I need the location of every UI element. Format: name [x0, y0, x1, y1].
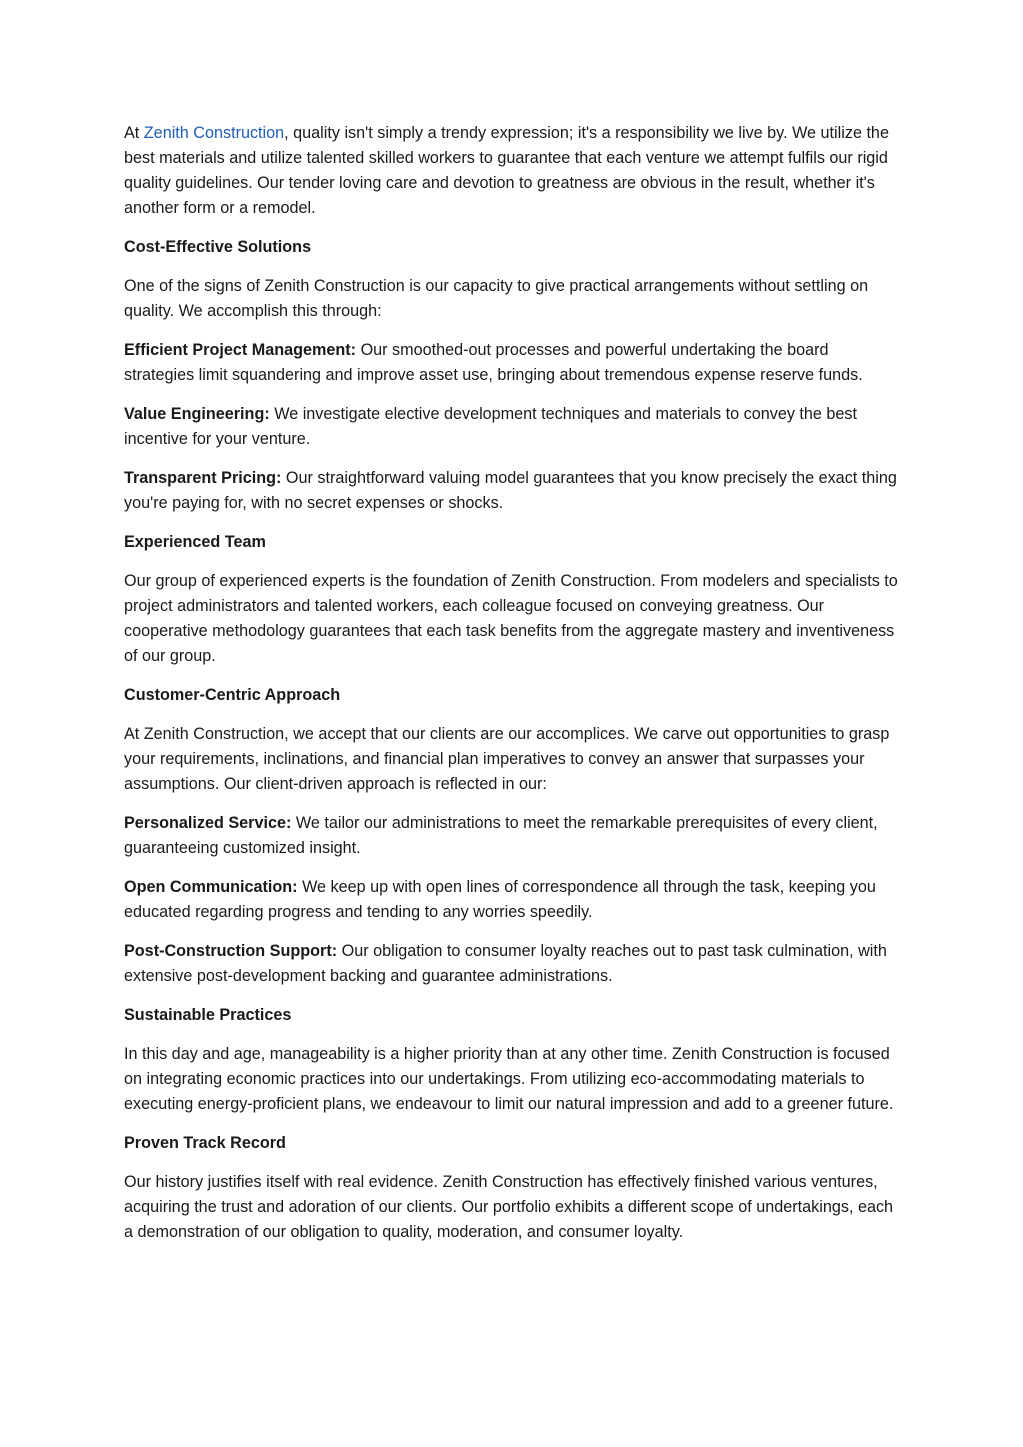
proven-track-record-paragraph: Our history justifies itself with real evidence. Zenith Construction has effectively finished various ventures, acquiring the trust and adoration of our clients. Our portfolio exhibits a different scope of undertakings, each a demonstration of our obligation to quality, moderation, and consumer loyalty.: [124, 1173, 894, 1241]
sustainable-practices-paragraph: In this day and age, manageability is a higher priority than at any other time. Zenith Construction is focused on integrating economic practices into our undertakings. From utilizing eco-accommodating materials to executing energy-proficient plans, we endeavour to limit our natural impression and add to a greener future.: [124, 1045, 894, 1113]
intro-paragraph: [124, 121, 900, 221]
cost-item-project-management: [124, 338, 900, 388]
customer-centric-intro: At Zenith Construction, we accept that our clients are our accomplices. We carve out opportunities to grasp your requirements, inclinations, and financial plan imperatives to convey an answer that surpasses your assumptions. Our client-driven approach is reflected in our:: [124, 725, 890, 793]
cost-item-label: Efficient Project Management:: [124, 341, 357, 359]
experienced-team-heading: Experienced Team: [124, 533, 266, 551]
cost-effective-heading: Cost-Effective Solutions: [124, 238, 312, 256]
customer-item-open-communication: [124, 875, 900, 925]
intro-after-link: , quality isn't simply a trendy expression; it's a responsibility we live by. We utilize the best materials and utilize talented skilled workers to guarantee that each venture we attempt fulfils our rigid quality guidelines. Our tender loving care and devotion to greatness are obvious in the result, whether it's another form or a remodel.: [124, 124, 889, 217]
intro-before-link: At: [124, 124, 144, 142]
customer-item-post-construction-support: [124, 939, 900, 989]
customer-centric-heading: Customer-Centric Approach: [124, 686, 341, 704]
customer-item-text: We tailor our administrations to meet the remarkable prerequisites of every client, guaranteeing customized insight.: [124, 814, 878, 857]
cost-item-text: We investigate elective development techniques and materials to convey the best incentive for your venture.: [124, 405, 858, 448]
sustainable-practices-heading: Sustainable Practices: [124, 1006, 292, 1024]
customer-item-text: We keep up with open lines of correspondence all through the task, keeping you educated regarding progress and tending to any worries speedily.: [124, 878, 876, 921]
zenith-construction-link[interactable]: Zenith Construction: [143, 124, 285, 142]
cost-item-value-engineering: [124, 402, 900, 452]
cost-item-label: Value Engineering:: [124, 405, 270, 423]
customer-item-personalized-service: [124, 811, 900, 861]
document-page: [124, 121, 900, 1259]
customer-item-text: Our obligation to consumer loyalty reaches out to past task culmination, with extensive post-development backing and guarantee administrations.: [124, 942, 887, 985]
cost-item-label: Transparent Pricing:: [124, 469, 282, 487]
cost-item-text: Our straightforward valuing model guarantees that you know precisely the exact thing you're paying for, with no secret expenses or shocks.: [124, 469, 897, 512]
cost-item-transparent-pricing: [124, 466, 900, 516]
cost-effective-intro: One of the signs of Zenith Construction is our capacity to give practical arrangements without settling on quality. We accomplish this through:: [124, 277, 869, 320]
customer-item-label: Open Communication:: [124, 878, 298, 896]
proven-track-record-heading: Proven Track Record: [124, 1134, 286, 1152]
experienced-team-paragraph: Our group of experienced experts is the foundation of Zenith Construction. From modelers and specialists to project administrators and talented workers, each colleague focused on conveying greatness. Our cooperative methodology guarantees that each task benefits from the aggregate mastery and inventiveness of our group.: [124, 572, 898, 665]
cost-item-text: Our smoothed-out processes and powerful undertaking the board strategies limit squandering and improve asset use, bringing about tremendous expense reserve funds.: [124, 341, 863, 384]
customer-item-label: Personalized Service:: [124, 814, 292, 832]
customer-item-label: Post-Construction Support:: [124, 942, 338, 960]
